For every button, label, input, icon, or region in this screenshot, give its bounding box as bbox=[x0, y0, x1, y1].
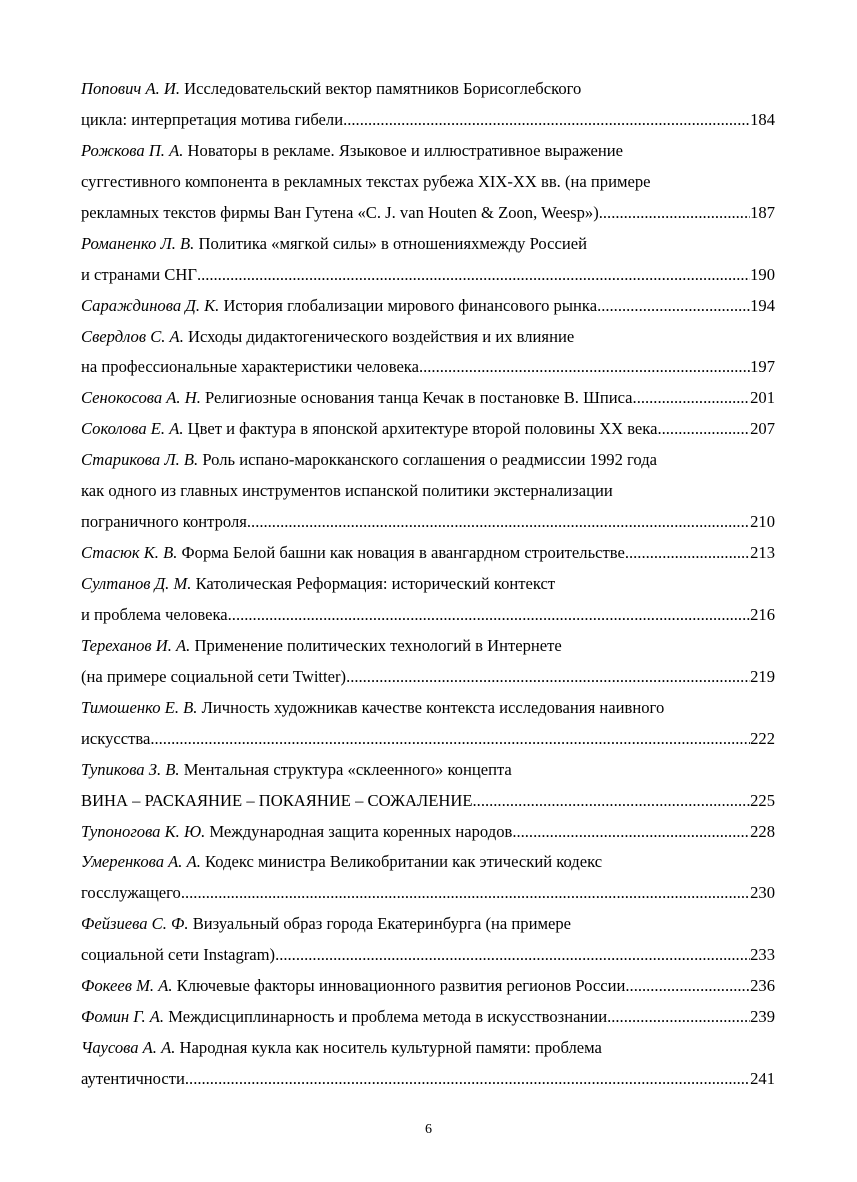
toc-leader-dots bbox=[597, 291, 750, 322]
toc-title: (на примере социальной сети Twitter) bbox=[81, 666, 347, 686]
toc-line bbox=[81, 445, 775, 476]
toc-page-number: 219 bbox=[750, 666, 775, 686]
toc-line bbox=[81, 1002, 775, 1033]
toc-title: Применение политических технологий в Интернете bbox=[194, 635, 562, 655]
toc-line bbox=[81, 291, 775, 322]
toc-title: Политика «мягкой силы» в отношенияхмежду Россией bbox=[198, 233, 587, 253]
toc-line bbox=[81, 167, 775, 198]
toc-title: Ментальная структура «склеенного» концепта bbox=[183, 759, 512, 779]
toc-page-number: 184 bbox=[750, 109, 775, 129]
toc-page-number: 239 bbox=[750, 1007, 775, 1027]
toc-page-number: 233 bbox=[750, 945, 775, 965]
toc-page-number: 197 bbox=[750, 357, 775, 377]
toc-line bbox=[81, 786, 775, 817]
toc-line bbox=[81, 476, 775, 507]
toc-leader-dots bbox=[346, 662, 750, 693]
toc-title: суггестивного компонента в рекламных текстах рубежа XIX-XX вв. (на примере bbox=[81, 171, 651, 191]
toc-title: рекламных текстов фирмы Ван Гутена «C. J. van Houten & Zoon, Weesp») bbox=[81, 202, 599, 222]
toc-author: Стасюк К. В. bbox=[81, 543, 178, 563]
toc-title: как одного из главных инструментов испанской политики экстернализации bbox=[81, 481, 613, 501]
toc-title: История глобализации мирового финансового рынка bbox=[223, 295, 598, 315]
table-of-contents bbox=[81, 74, 775, 1095]
toc-line bbox=[81, 538, 775, 569]
toc-leader-dots bbox=[343, 105, 750, 136]
toc-title: и проблема человека bbox=[81, 604, 228, 624]
toc-title: Католическая Реформация: исторический контекст bbox=[195, 574, 556, 593]
toc-title: на профессиональные характеристики человека bbox=[81, 357, 419, 377]
toc-leader-dots bbox=[275, 940, 750, 971]
toc-line bbox=[81, 198, 775, 229]
toc-author: Султанов Д. М. bbox=[81, 574, 192, 593]
toc-author: Попович А. И. bbox=[81, 79, 181, 98]
toc-title: Новаторы в рекламе. Языковое и иллюстративное выражение bbox=[187, 140, 624, 160]
toc-author: Романенко Л. В. bbox=[81, 233, 195, 253]
toc-line bbox=[81, 1064, 775, 1095]
toc-leader-dots bbox=[607, 1002, 750, 1033]
toc-leader-dots bbox=[228, 600, 750, 631]
toc-line bbox=[81, 1033, 775, 1064]
toc-title: цикла: интерпретация мотива гибели bbox=[81, 109, 344, 129]
toc-line bbox=[81, 878, 775, 909]
toc-title: Ключевые факторы инновационного развития регионов России bbox=[176, 976, 626, 996]
toc-leader-dots bbox=[150, 724, 750, 755]
toc-author: Фокеев М. А. bbox=[81, 976, 173, 996]
toc-line bbox=[81, 693, 775, 724]
toc-author: Фомин Г. А. bbox=[81, 1007, 165, 1027]
toc-title: Кодекс министра Великобритании как этический кодекс bbox=[205, 852, 603, 872]
toc-line bbox=[81, 971, 775, 1002]
toc-leader-dots bbox=[633, 383, 751, 414]
toc-title: Личность художникав качестве контекста исследования наивного bbox=[201, 697, 665, 717]
toc-title: и странами СНГ bbox=[81, 264, 197, 284]
toc-title: госслужащего bbox=[81, 883, 181, 903]
toc-line bbox=[81, 260, 775, 291]
toc-author: Тупикова З. В. bbox=[81, 759, 180, 779]
toc-leader-dots bbox=[185, 1064, 750, 1095]
toc-leader-dots bbox=[599, 198, 750, 229]
toc-title: Форма Белой башни как новация в авангардном строительстве bbox=[181, 543, 625, 563]
toc-line bbox=[81, 909, 775, 940]
toc-line bbox=[81, 383, 775, 414]
toc-page-number: 201 bbox=[750, 388, 775, 408]
toc-leader-dots bbox=[181, 878, 750, 909]
toc-page-number: 213 bbox=[750, 543, 775, 563]
toc-leader-dots bbox=[473, 786, 751, 817]
toc-line bbox=[81, 755, 775, 786]
toc-author: Сенокосова А. Н. bbox=[81, 388, 201, 408]
toc-line bbox=[81, 322, 775, 353]
toc-leader-dots bbox=[625, 971, 750, 1002]
toc-leader-dots bbox=[657, 414, 750, 445]
toc-line bbox=[81, 724, 775, 755]
toc-title: Визуальный образ города Екатеринбурга (на примере bbox=[192, 914, 572, 934]
toc-line bbox=[81, 847, 775, 878]
toc-page-number: 210 bbox=[750, 512, 775, 532]
toc-line bbox=[81, 507, 775, 538]
toc-page-number: 222 bbox=[750, 728, 775, 748]
toc-line bbox=[81, 569, 775, 600]
toc-title: Междисциплинарность и проблема метода в искусствознании bbox=[168, 1007, 608, 1027]
toc-author: Старикова Л. В. bbox=[81, 450, 199, 470]
toc-author: Сараждинова Д. К. bbox=[81, 295, 220, 315]
toc-page-number: 241 bbox=[750, 1069, 775, 1088]
toc-leader-dots bbox=[247, 507, 750, 538]
toc-title: Цвет и фактура в японской архитектуре второй половины XX века bbox=[187, 419, 658, 439]
toc-title: ВИНА – РАСКАЯНИЕ – ПОКАЯНИЕ – СОЖАЛЕНИЕ bbox=[81, 790, 473, 810]
toc-page-number: 230 bbox=[750, 883, 775, 903]
toc-title: Исходы дидактогенического воздействия и их влияние bbox=[188, 326, 575, 346]
toc-page-number: 216 bbox=[750, 604, 775, 624]
toc-line bbox=[81, 352, 775, 383]
toc-page-number: 225 bbox=[750, 790, 775, 810]
toc-line bbox=[81, 105, 775, 136]
toc-title: Международная защита коренных народов bbox=[209, 821, 513, 841]
toc-author: Соколова Е. А. bbox=[81, 419, 184, 439]
toc-page-number: 236 bbox=[750, 976, 775, 996]
toc-line bbox=[81, 631, 775, 662]
toc-line bbox=[81, 136, 775, 167]
toc-leader-dots bbox=[197, 260, 750, 291]
toc-author: Умеренкова А. А. bbox=[81, 852, 201, 872]
toc-page-number: 194 bbox=[750, 295, 775, 315]
toc-page-number: 190 bbox=[750, 264, 775, 284]
toc-line bbox=[81, 600, 775, 631]
page-number: 6 bbox=[425, 1122, 432, 1137]
toc-line bbox=[81, 940, 775, 971]
toc-title: искусства bbox=[81, 728, 151, 748]
toc-leader-dots bbox=[419, 352, 750, 383]
toc-title: аутентичности bbox=[81, 1069, 185, 1088]
toc-line bbox=[81, 414, 775, 445]
toc-page-number: 187 bbox=[750, 202, 775, 222]
toc-line bbox=[81, 817, 775, 848]
toc-author: Тереханов И. А. bbox=[81, 635, 191, 655]
toc-leader-dots bbox=[512, 817, 750, 848]
toc-title: Народная кукла как носитель культурной памяти: проблема bbox=[179, 1038, 602, 1058]
toc-line bbox=[81, 229, 775, 260]
toc-author: Свердлов С. А. bbox=[81, 326, 184, 346]
toc-title: Исследовательский вектор памятников Борисоглебского bbox=[184, 79, 582, 98]
toc-title: социальной сети Instagram) bbox=[81, 945, 276, 965]
toc-author: Тимошенко Е. В. bbox=[81, 697, 198, 717]
toc-author: Тупоногова К. Ю. bbox=[81, 821, 206, 841]
toc-title: Роль испано-марокканского соглашения о реадмиссии 1992 года bbox=[202, 450, 658, 470]
toc-page-number: 207 bbox=[750, 419, 775, 439]
toc-title: пограничного контроля bbox=[81, 512, 247, 532]
toc-line bbox=[81, 74, 775, 105]
toc-page-number: 228 bbox=[750, 821, 775, 841]
toc-author: Чаусова А. А. bbox=[81, 1038, 176, 1058]
toc-leader-dots bbox=[625, 538, 750, 569]
toc-author: Фейзиева С. Ф. bbox=[81, 914, 189, 934]
toc-line bbox=[81, 662, 775, 693]
toc-title: Религиозные основания танца Кечак в постановке В. Шписа bbox=[205, 388, 633, 408]
toc-author: Рожкова П. А. bbox=[81, 140, 184, 160]
